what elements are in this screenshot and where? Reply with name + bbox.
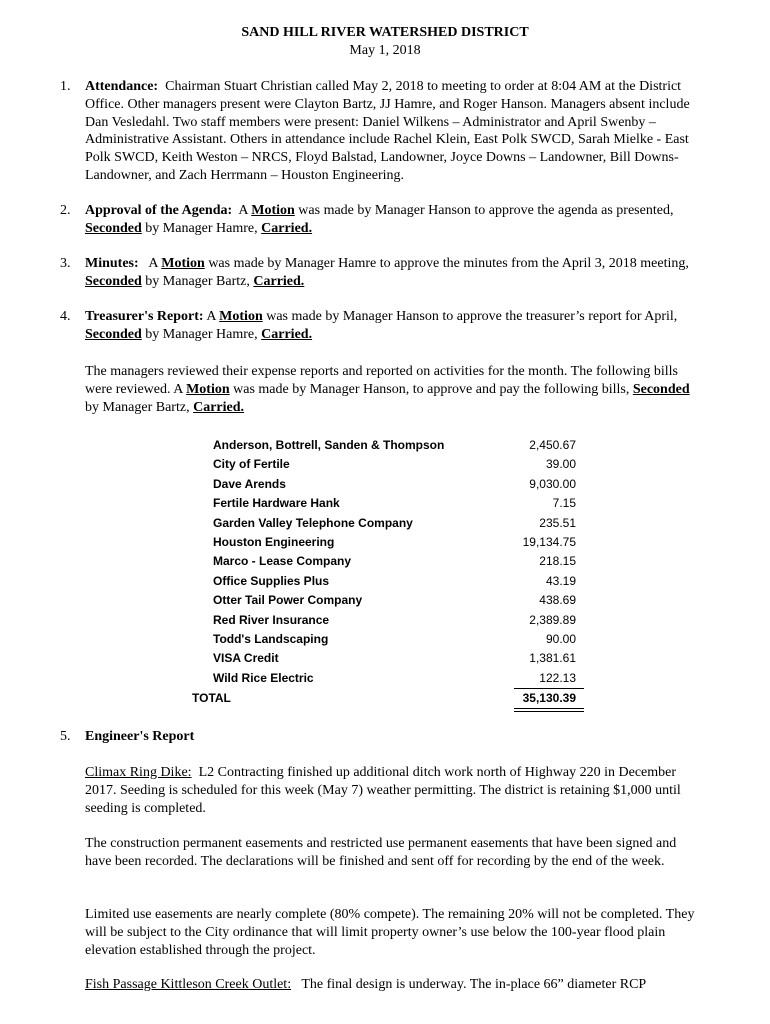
engineer-body	[85, 728, 700, 746]
agenda-pre: A	[238, 203, 248, 218]
bill-amount: 218.15	[539, 554, 576, 569]
bill-amount: 235.51	[539, 515, 576, 530]
treasurer-pre: A	[206, 309, 216, 324]
bill-row	[192, 572, 592, 591]
agenda-heading: Approval of the Agenda:	[85, 203, 233, 218]
bill-row	[192, 494, 592, 513]
bill-name: Houston Engineering	[213, 534, 335, 549]
agenda-by: by Manager Hamre,	[145, 220, 258, 236]
total-label: TOTAL	[192, 691, 231, 706]
bill-amount: 2,389.89	[529, 612, 576, 627]
minutes-heading: Minutes:	[85, 256, 139, 271]
bill-name: Wild Rice Electric	[213, 670, 314, 685]
carried-label: Carried.	[193, 399, 245, 415]
bill-amount: 122.13	[539, 670, 576, 685]
carried-label: Carried.	[261, 220, 313, 236]
carried-label: Carried.	[253, 273, 305, 289]
minutes-mid: was made by Manager Hamre to approve the minutes from the April 3, 2018 meeting,	[208, 256, 689, 271]
total-amount: 35,130.39	[522, 691, 576, 706]
bill-amount: 39.00	[545, 457, 576, 472]
minutes-body	[85, 255, 700, 291]
motion-label: Motion	[219, 309, 263, 324]
bill-row	[192, 611, 592, 630]
item-number: 4.	[60, 309, 71, 324]
bill-row	[192, 552, 592, 571]
carried-label: Carried.	[261, 326, 313, 342]
bill-name: Fertile Hardware Hank	[213, 496, 340, 511]
bill-row	[192, 669, 592, 688]
engineer-heading: Engineer's Report	[85, 729, 195, 744]
motion-label: Motion	[161, 256, 205, 271]
expenses-by: by Manager Bartz,	[85, 399, 190, 415]
bill-amount: 438.69	[539, 593, 576, 608]
bill-name: Office Supplies Plus	[213, 573, 330, 588]
climax-title: Climax Ring Dike:	[85, 765, 192, 780]
fish-passage-paragraph	[85, 976, 700, 994]
treasurer-by: by Manager Hamre,	[145, 326, 258, 342]
bill-name: Dave Arends	[213, 476, 286, 491]
bill-row	[192, 475, 592, 494]
bill-name: Garden Valley Telephone Company	[213, 515, 413, 530]
attendance-body	[85, 78, 700, 185]
bill-row	[192, 630, 592, 649]
bill-amount: 9,030.00	[529, 476, 576, 491]
seconded-label: Seconded	[632, 381, 690, 397]
motion-label: Motion	[251, 203, 295, 218]
item-number: 2.	[60, 203, 71, 218]
bill-amount: 1,381.61	[529, 651, 576, 666]
total-double-rule	[514, 708, 584, 709]
bill-amount: 90.00	[545, 631, 576, 646]
bill-row	[192, 455, 592, 474]
minutes-by: by Manager Bartz,	[145, 273, 250, 289]
seconded-label: Seconded	[85, 326, 142, 342]
bills-table	[192, 436, 592, 708]
bill-row	[192, 649, 592, 668]
treasurer-body	[85, 308, 700, 344]
bill-amount: 43.19	[545, 573, 576, 588]
bill-row	[192, 591, 592, 610]
bill-amount: 2,450.67	[529, 438, 576, 452]
climax-text: L2 Contracting finished up additional ditch work north of Highway 220 in December 2017. Seeding is scheduled for this week (May 7) weather permitting. The district is retaining $1,000 until seeding is completed.	[85, 765, 681, 816]
bill-row	[192, 436, 592, 455]
bill-row	[192, 533, 592, 552]
minutes-pre: A	[148, 256, 158, 271]
attendance-heading: Attendance:	[85, 79, 159, 94]
fish-text: The final design is underway. The in-place 66” diameter RCP	[301, 977, 647, 992]
meeting-date: May 1, 2018	[349, 43, 421, 58]
bill-name: Marco - Lease Company	[213, 554, 352, 569]
bill-name: Otter Tail Power Company	[213, 593, 363, 608]
fish-title: Fish Passage Kittleson Creek Outlet:	[85, 977, 292, 992]
item-number: 5.	[60, 729, 71, 744]
climax-paragraph	[85, 764, 700, 817]
bill-name: City of Fertile	[213, 457, 290, 472]
limited-use-paragraph: Limited use easements are nearly complete (80% compete). The remaining 20% will not be completed. They will be subject to the City ordinance that will limit property owner’s use below the 100-year flood plain elevation established through the project.	[85, 907, 695, 958]
bill-amount: 7.15	[552, 496, 576, 511]
agenda-mid: was made by Manager Hanson to approve the agenda as presented,	[298, 203, 674, 218]
treasurer-mid: was made by Manager Hanson to approve the treasurer’s report for April,	[266, 309, 678, 324]
expenses-pre: The managers reviewed their expense reports and reported on activities for the month. The following bills were reviewed. A	[85, 364, 679, 397]
bill-amount: 19,134.75	[522, 534, 576, 549]
expenses-paragraph	[85, 363, 700, 416]
bills-total-row	[192, 688, 592, 708]
seconded-label: Seconded	[85, 220, 142, 236]
item-number: 3.	[60, 256, 71, 271]
bill-name: Anderson, Bottrell, Sanden & Thompson	[213, 438, 445, 452]
item-number: 1.	[60, 79, 71, 94]
seconded-label: Seconded	[85, 273, 142, 289]
bill-name: Red River Insurance	[213, 612, 330, 627]
treasurer-heading: Treasurer's Report:	[85, 309, 204, 324]
bill-name: VISA Credit	[213, 651, 279, 666]
motion-label: Motion	[186, 381, 230, 397]
org-title: SAND HILL RIVER WATERSHED DISTRICT	[241, 25, 529, 40]
expenses-mid: was made by Manager Hanson, to approve and pay the following bills,	[233, 381, 630, 397]
attendance-text: Chairman Stuart Christian called May 2, 2018 to meeting to order at 8:04 AM at the District Office. Other managers present were Clayton Bartz, JJ Hamre, and Roger Hanson. Managers absent include Dan Vesledahl. Two staff members were present: Daniel Wilkens – Administrator and April Swenby – Administrative Assistant. Others in attendance include Rachel Klein, East Polk SWCD, Sarah Mielke - East Polk SWCD, Keith Weston – NRCS, Floyd Balstad, Landowner, Joyce Downs – Landowner, Bill Downs- Landowner, and Zach Herrmann – Houston Engineering.	[85, 79, 690, 183]
easements-paragraph: The construction permanent easements and restricted use permanent easements that have been signed and have been recorded. The declarations will be finished and sent off for recording by the end of the week.	[85, 836, 677, 869]
total-double-rule	[514, 711, 584, 712]
bill-row	[192, 514, 592, 533]
bill-name: Todd's Landscaping	[213, 631, 329, 646]
agenda-body	[85, 202, 700, 238]
